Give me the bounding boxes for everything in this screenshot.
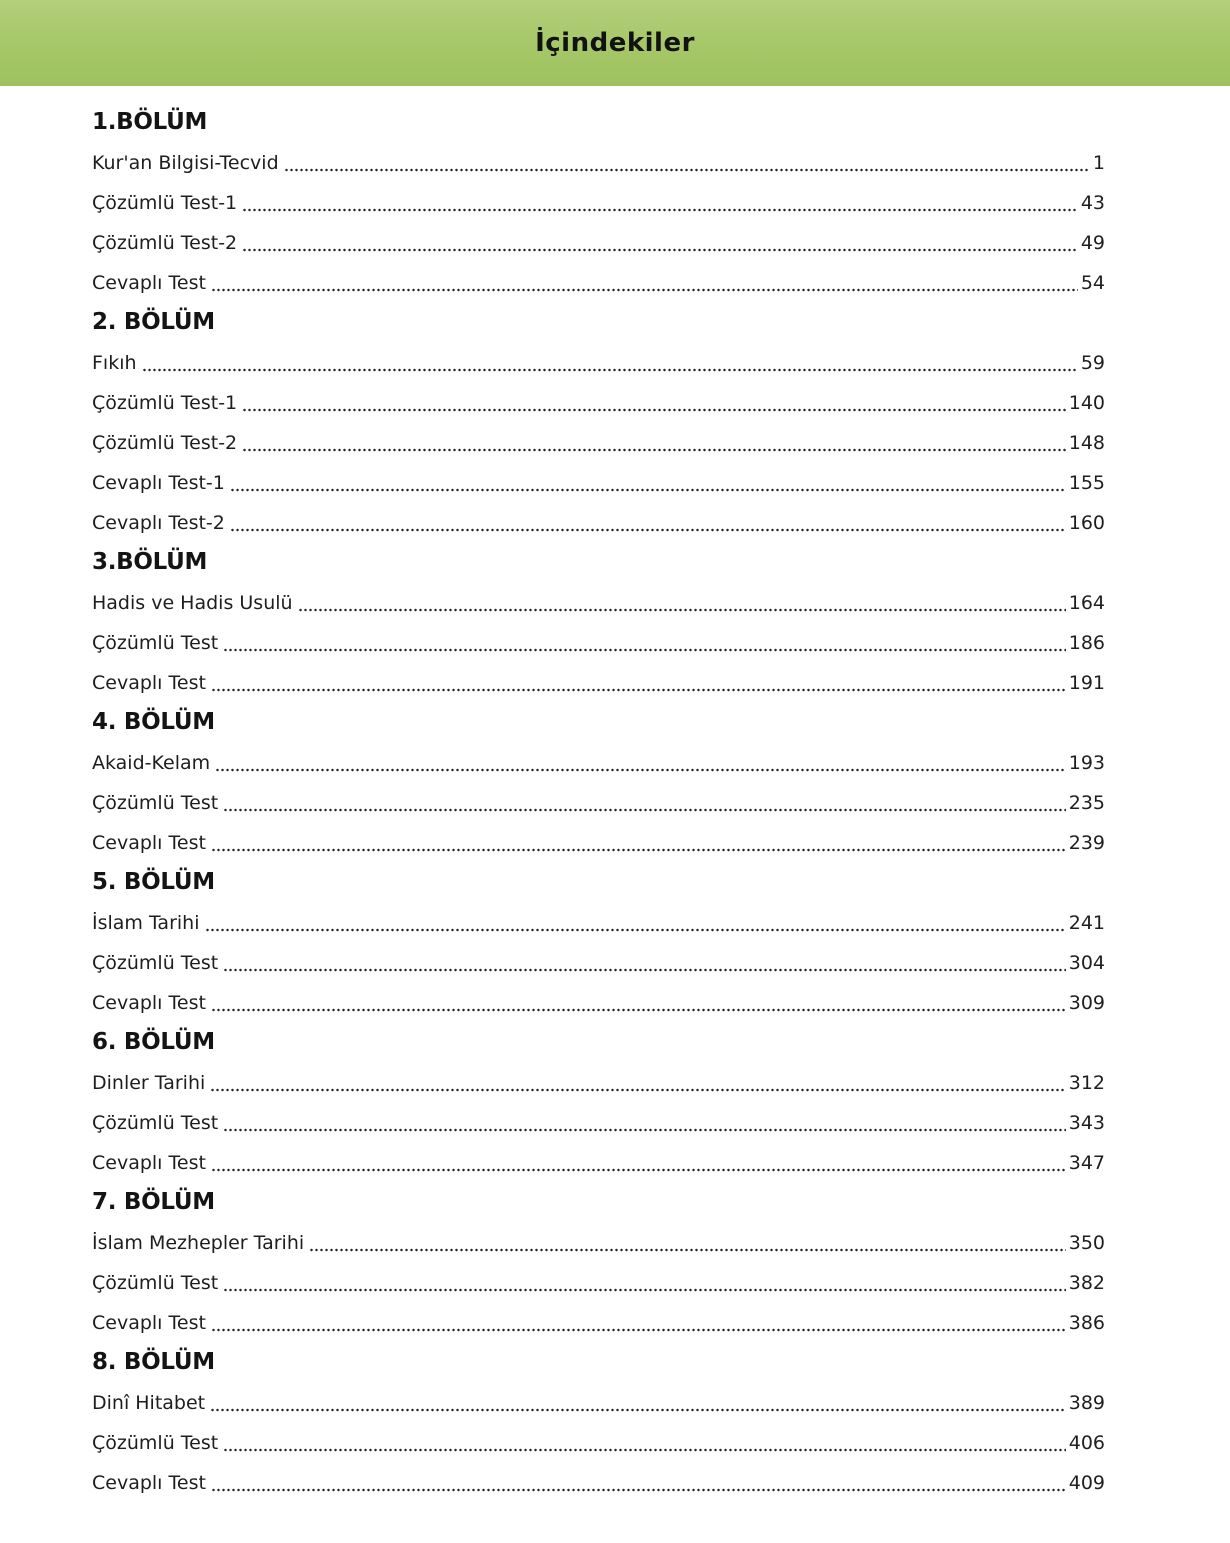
toc-entry[interactable] — [92, 662, 1105, 702]
dot-leader — [215, 768, 1066, 772]
dot-leader — [211, 288, 1078, 292]
toc-entry-label: Cevaplı Test-1 — [92, 472, 225, 495]
toc-entry-label: Cevaplı Test — [92, 1312, 206, 1335]
toc-entry[interactable] — [92, 1302, 1105, 1342]
toc-entry-label: Cevaplı Test — [92, 272, 206, 295]
toc-entry-label: Hadis ve Hadis Usulü — [92, 592, 293, 615]
toc-entry-label: Fıkıh — [92, 352, 137, 375]
dot-leader — [210, 1408, 1066, 1412]
toc-entry-label: Çözümlü Test — [92, 1112, 219, 1135]
dot-leader — [211, 688, 1066, 692]
dot-leader — [298, 608, 1066, 612]
toc-entry[interactable] — [92, 222, 1105, 262]
toc-entry-label: İslam Mezhepler Tarihi — [92, 1232, 305, 1255]
toc-entry-label: Dinler Tarihi — [92, 1072, 206, 1095]
toc-entry-label: Cevaplı Test-2 — [92, 512, 225, 535]
toc-entry-page-number: 160 — [1068, 512, 1105, 535]
toc-entry-label: Çözümlü Test-1 — [92, 392, 238, 415]
table-of-contents — [0, 86, 1230, 1502]
toc-entry-label: Çözümlü Test — [92, 1432, 219, 1455]
dot-leader — [223, 808, 1066, 812]
toc-entry[interactable] — [92, 782, 1105, 822]
toc-entry-label: Çözümlü Test — [92, 632, 219, 655]
toc-entry[interactable] — [92, 1262, 1105, 1302]
toc-entry-page-number: 43 — [1080, 192, 1105, 215]
dot-leader — [223, 1448, 1066, 1452]
toc-entry-label: Akaid-Kelam — [92, 752, 211, 775]
toc-entry-page-number: 343 — [1068, 1112, 1105, 1135]
toc-entry-page-number: 386 — [1068, 1312, 1105, 1335]
toc-entry[interactable] — [92, 382, 1105, 422]
toc-entry-page-number: 350 — [1068, 1232, 1105, 1255]
toc-entry-page-number: 304 — [1068, 952, 1105, 975]
dot-leader — [309, 1248, 1066, 1252]
toc-entry-label: Cevaplı Test — [92, 992, 206, 1015]
toc-entry[interactable] — [92, 982, 1105, 1022]
toc-entry[interactable] — [92, 342, 1105, 382]
toc-entry[interactable] — [92, 822, 1105, 862]
toc-entry-page-number: 309 — [1068, 992, 1105, 1015]
dot-leader — [142, 368, 1078, 372]
dot-leader — [210, 1088, 1065, 1092]
toc-entry[interactable] — [92, 1142, 1105, 1182]
toc-entry-page-number: 191 — [1068, 672, 1105, 695]
toc-entry[interactable] — [92, 1462, 1105, 1502]
toc-entry-label: Çözümlü Test — [92, 792, 219, 815]
toc-entry-label: Cevaplı Test — [92, 1472, 206, 1495]
dot-leader — [242, 448, 1066, 452]
toc-entry-page-number: 347 — [1068, 1152, 1105, 1175]
toc-entry-label: Kur'an Bilgisi-Tecvid — [92, 152, 279, 175]
dot-leader — [211, 848, 1066, 852]
toc-entry[interactable] — [92, 1062, 1105, 1102]
toc-entry-label: Cevaplı Test — [92, 832, 206, 855]
dot-leader — [242, 408, 1066, 412]
dot-leader — [242, 248, 1078, 252]
toc-entry[interactable] — [92, 502, 1105, 542]
section-heading: 1.BÖLÜM — [92, 109, 208, 135]
toc-entry-page-number: 239 — [1068, 832, 1105, 855]
toc-entry-label: Cevaplı Test — [92, 1152, 206, 1175]
toc-entry-label: Çözümlü Test-2 — [92, 432, 238, 455]
dot-leader — [223, 648, 1066, 652]
dot-leader — [284, 168, 1090, 172]
dot-leader — [205, 928, 1066, 932]
toc-entry-page-number: 389 — [1068, 1392, 1105, 1415]
toc-entry-label: Çözümlü Test-2 — [92, 232, 238, 255]
toc-entry-page-number: 155 — [1068, 472, 1105, 495]
toc-entry-page-number: 406 — [1068, 1432, 1105, 1455]
toc-entry[interactable] — [92, 1382, 1105, 1422]
dot-leader — [242, 208, 1078, 212]
toc-entry[interactable] — [92, 942, 1105, 982]
toc-entry-page-number: 382 — [1068, 1272, 1105, 1295]
toc-entry[interactable] — [92, 462, 1105, 502]
dot-leader — [223, 1288, 1066, 1292]
section-heading: 8. BÖLÜM — [92, 1349, 215, 1375]
toc-entry-page-number: 164 — [1068, 592, 1105, 615]
dot-leader — [211, 1488, 1066, 1492]
header-bar — [0, 0, 1230, 86]
toc-entry[interactable] — [92, 1422, 1105, 1462]
toc-entry-page-number: 186 — [1068, 632, 1105, 655]
toc-entry[interactable] — [92, 262, 1105, 302]
toc-entry-label: Cevaplı Test — [92, 672, 206, 695]
dot-leader — [211, 1328, 1066, 1332]
section-heading: 7. BÖLÜM — [92, 1189, 215, 1215]
dot-leader — [230, 488, 1066, 492]
toc-entry[interactable] — [92, 622, 1105, 662]
toc-entry[interactable] — [92, 1222, 1105, 1262]
toc-entry[interactable] — [92, 902, 1105, 942]
toc-entry[interactable] — [92, 142, 1105, 182]
toc-entry-label: Çözümlü Test-1 — [92, 192, 238, 215]
dot-leader — [211, 1168, 1066, 1172]
toc-entry-label: Çözümlü Test — [92, 1272, 219, 1295]
toc-entry[interactable] — [92, 422, 1105, 462]
toc-entry-label: Çözümlü Test — [92, 952, 219, 975]
toc-entry[interactable] — [92, 182, 1105, 222]
toc-entry-page-number: 409 — [1068, 1472, 1105, 1495]
dot-leader — [223, 968, 1066, 972]
toc-entry-page-number: 59 — [1080, 352, 1105, 375]
section-heading: 6. BÖLÜM — [92, 1029, 215, 1055]
toc-entry-page-number: 241 — [1068, 912, 1105, 935]
toc-entry-page-number: 148 — [1068, 432, 1105, 455]
toc-entry[interactable] — [92, 582, 1105, 622]
toc-entry-page-number: 193 — [1068, 752, 1105, 775]
toc-entry-label: Dinî Hitabet — [92, 1392, 206, 1415]
toc-entry[interactable] — [92, 742, 1105, 782]
toc-entry[interactable] — [92, 1102, 1105, 1142]
section-heading: 5. BÖLÜM — [92, 869, 215, 895]
toc-entry-label: İslam Tarihi — [92, 912, 200, 935]
toc-entry-page-number: 1 — [1092, 152, 1105, 175]
dot-leader — [230, 528, 1066, 532]
page-title: İçindekiler — [535, 28, 695, 58]
section-heading: 4. BÖLÜM — [92, 709, 215, 735]
toc-entry-page-number: 54 — [1080, 272, 1105, 295]
section-heading: 3.BÖLÜM — [92, 549, 208, 575]
toc-entry-page-number: 235 — [1068, 792, 1105, 815]
dot-leader — [223, 1128, 1066, 1132]
toc-entry-page-number: 140 — [1068, 392, 1105, 415]
section-heading: 2. BÖLÜM — [92, 309, 215, 335]
dot-leader — [211, 1008, 1066, 1012]
toc-entry-page-number: 312 — [1068, 1072, 1105, 1095]
toc-entry-page-number: 49 — [1080, 232, 1105, 255]
